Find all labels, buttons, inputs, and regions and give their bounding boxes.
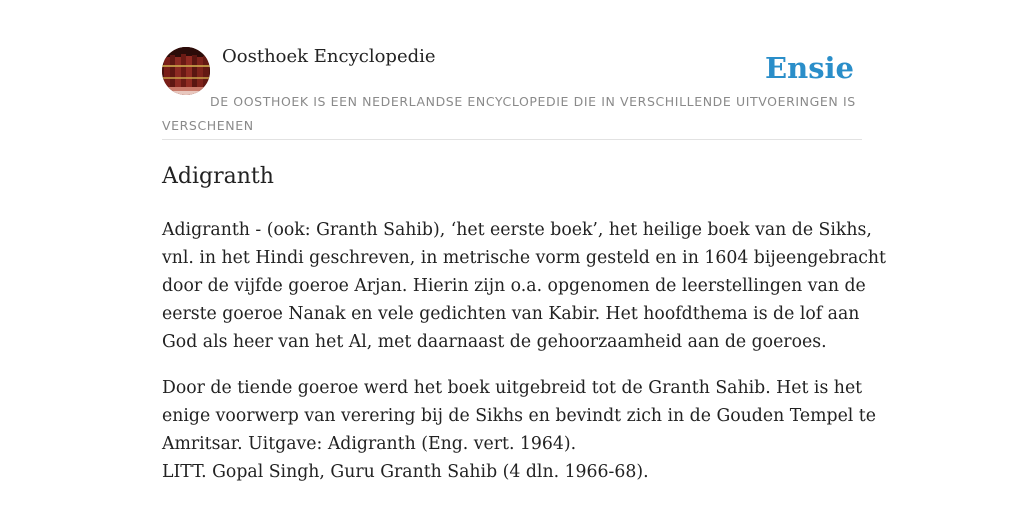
text-line: Amritsar. Uitgave: Adigranth (Eng. vert. 1964). [162, 434, 577, 454]
site-title[interactable]: Oosthoek Encyclopedie [222, 46, 436, 67]
text-line: vnl. in het Hindi geschreven, in metrische vorm gesteld en in 1604 bijeengebracht [162, 248, 887, 268]
text-line: enige voorwerp van verering bij de Sikhs en bevindt zich in de Gouden Tempel te [162, 406, 876, 426]
site-tagline: DE OOSTHOEK IS EEN NEDERLANDSE ENCYCLOPEDIE DIE IN VERSCHILLENDE UITVOERINGEN IS VERSCHENEN [162, 94, 856, 133]
text-line: Adigranth - (ook: Granth Sahib), ‘het eerste boek’, het heilige boek van de Sikhs, [162, 220, 872, 240]
article-paragraph [162, 216, 887, 356]
article-body [162, 216, 887, 504]
bookshelf-icon [162, 47, 210, 95]
text-line: Door de tiende goeroe werd het boek uitgebreid tot de Granth Sahib. Het is het [162, 378, 863, 398]
header-divider [162, 139, 862, 140]
text-line: God als heer van het Al, met daarnaast de gehoorzaamheid aan de goeroes. [162, 332, 827, 352]
brand-logo[interactable]: Ensie [765, 51, 854, 85]
text-line: door de vijfde goeroe Arjan. Hierin zijn o.a. opgenomen de leerstellingen van de [162, 276, 866, 296]
literature-reference: LITT. Gopal Singh, Guru Granth Sahib (4 dln. 1966-68). [162, 462, 649, 482]
article-title: Adigranth [162, 164, 274, 189]
text-line: eerste goeroe Nanak en vele gedichten van Kabir. Het hoofdthema is de lof aan [162, 304, 860, 324]
avatar[interactable] [162, 47, 210, 95]
article-paragraph [162, 374, 876, 486]
